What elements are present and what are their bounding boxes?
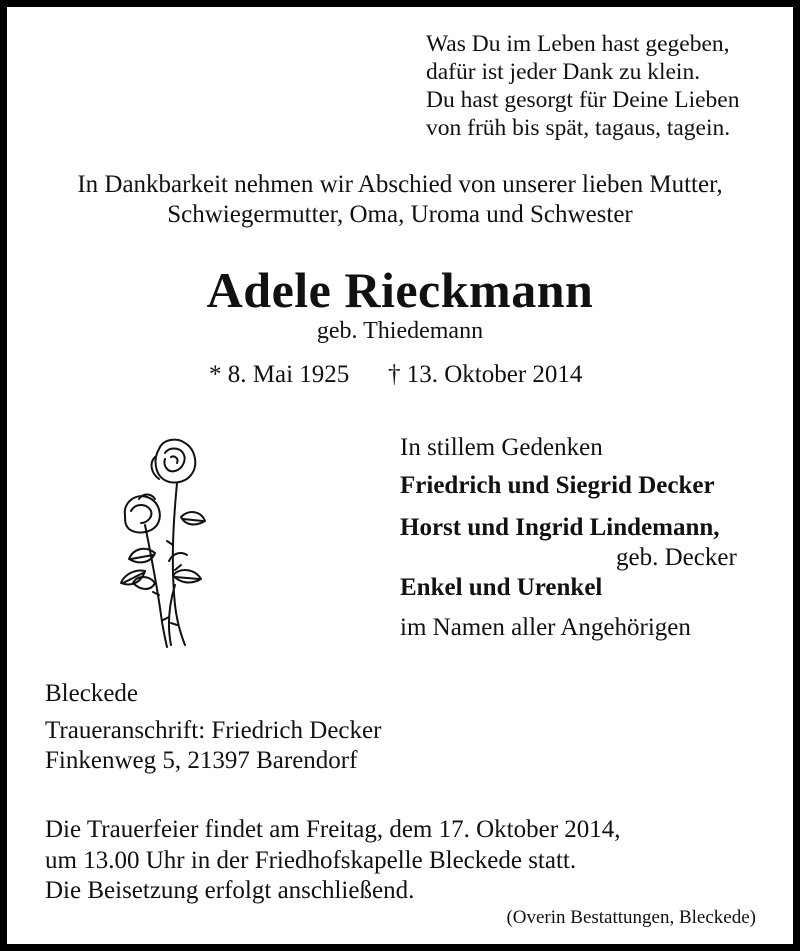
mourning-address-contact: Traueranschrift: Friedrich Decker [45,717,382,744]
mourner-family-2: Horst und Ingrid Lindemann, [400,514,720,541]
deceased-name: Adele Rieckmann [206,262,594,318]
mourner-grandchildren: Enkel und Urenkel [400,574,603,601]
funeral-info-line-3: Die Beisetzung erfolgt anschließend. [45,877,415,904]
maiden-name: geb. Thiedemann [316,318,484,344]
birth-date: * 8. Mai 1925 [209,361,350,388]
funeral-info-line-1: Die Trauerfeier findet am Freitag, dem 17. Oktober 2014, [45,816,621,843]
intro-line-1: In Dankbarkeit nehmen wir Abschied von unserer lieben Mutter, [77,171,723,198]
mourning-heading: In stillem Gedenken [400,434,603,461]
poem-line: Was Du im Leben hast gegeben, [426,31,730,57]
intro-line-2: Schwiegermutter, Oma, Uroma und Schwester [167,201,633,228]
poem-line: von früh bis spät, tagaus, tagein. [426,115,731,141]
undertaker-credit: (Overin Bestattungen, Bleckede) [506,907,756,928]
mourner-family-2-maiden: geb. Decker [616,544,737,571]
poem-line: Du hast gesorgt für Deine Lieben [426,87,740,113]
place: Bleckede [45,680,139,707]
mourning-address-street: Finkenweg 5, 21397 Barendorf [45,747,358,774]
death-date: † 13. Oktober 2014 [388,361,583,388]
mourner-on-behalf: im Namen aller Angehörigen [400,614,691,641]
poem [426,30,739,142]
funeral-info-line-2: um 13.00 Uhr in der Friedhofskapelle Bleckede statt. [45,847,577,874]
mourner-family-1: Friedrich und Siegrid Decker [400,472,715,499]
rose-icon [115,435,211,649]
poem-line: dafür ist jeder Dank zu klein. [426,59,701,85]
